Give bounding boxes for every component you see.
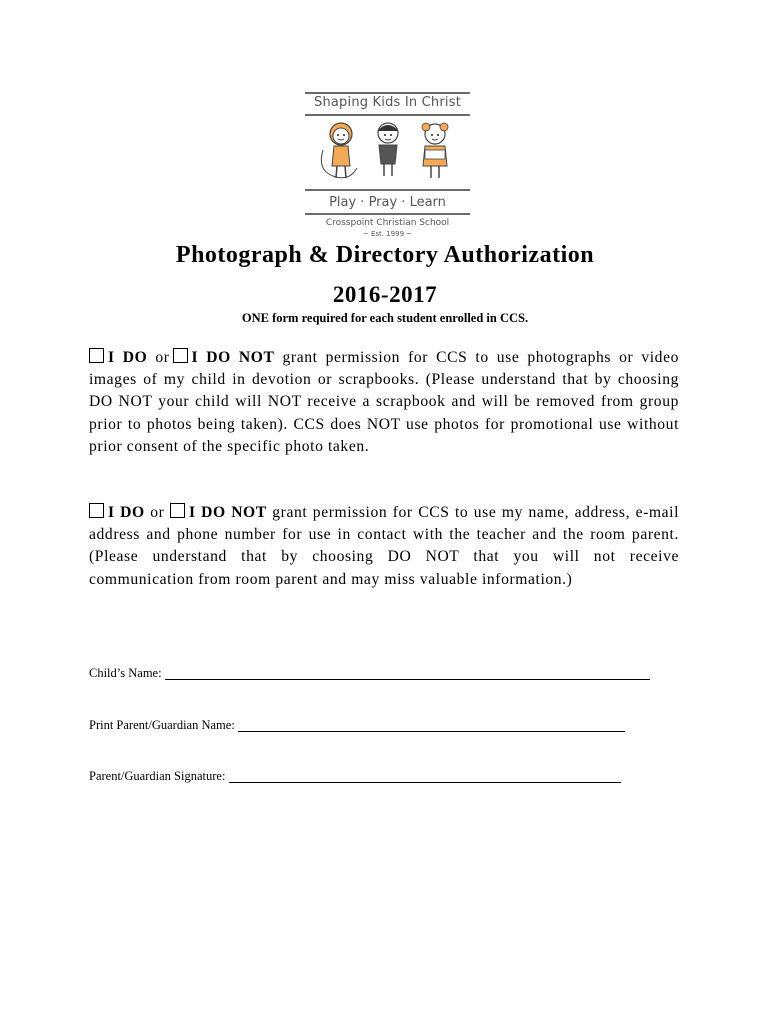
directory-permission-text: grant permission for CCS to use my name, address, e-mail address and phone number for use in contact with the teacher and the room parent. (Please understand that by choosing DO NOT that you will not receive communication from room parent and may miss valuable information.) <box>89 504 680 588</box>
photo-do-not-label: I DO NOT <box>191 349 275 366</box>
signature-field <box>89 769 621 784</box>
directory-do-not-label: I DO NOT <box>188 504 267 521</box>
directory-do-checkbox[interactable] <box>89 503 104 518</box>
logo-tagline: Play · Pray · Learn <box>329 195 446 210</box>
logo-school-name: Crosspoint Christian School <box>325 218 450 228</box>
photo-permission-paragraph <box>89 347 679 458</box>
signature-label: Parent/Guardian Signature: <box>89 769 226 783</box>
photo-do-not-checkbox[interactable] <box>173 348 188 363</box>
child-name-label: Child’s Name: <box>89 666 162 680</box>
logo-rule <box>305 213 470 215</box>
directory-permission-paragraph <box>89 502 679 591</box>
school-year: 2016-2017 <box>332 282 438 307</box>
or-label: or <box>155 349 170 366</box>
logo-top-text: Shaping Kids In Christ <box>314 95 461 110</box>
photo-do-label: I DO <box>108 349 148 366</box>
parent-name-field <box>89 718 625 733</box>
child-name-input[interactable] <box>165 667 650 680</box>
children-illustration-icon <box>313 120 463 182</box>
photo-do-checkbox[interactable] <box>89 348 104 363</box>
logo-rule <box>305 114 470 116</box>
page-title: Photograph & Directory Authorization <box>175 242 595 268</box>
parent-name-label: Print Parent/Guardian Name: <box>89 718 235 732</box>
school-logo <box>305 92 470 240</box>
photo-permission-text: grant permission for CCS to use photographs or video images of my child in devotion or scrapbooks. (Please understand that by choosing DO NOT your child will NOT receive a scrapbook and will be removed from group prior to photos being taken). CCS does NOT use photos for promotional use without prior consent of the specific photo taken. <box>89 349 680 455</box>
child-name-field <box>89 666 650 681</box>
logo-top-rule <box>305 92 470 94</box>
or-label: or <box>150 504 165 521</box>
parent-name-input[interactable] <box>238 719 625 732</box>
directory-do-not-checkbox[interactable] <box>170 503 185 518</box>
logo-established: ~ Est. 1999 ~ <box>362 230 413 238</box>
form-subtitle: ONE form required for each student enrolled in CCS. <box>241 311 529 325</box>
logo-rule <box>305 189 470 191</box>
directory-do-label: I DO <box>108 504 145 521</box>
signature-input[interactable] <box>229 770 621 783</box>
